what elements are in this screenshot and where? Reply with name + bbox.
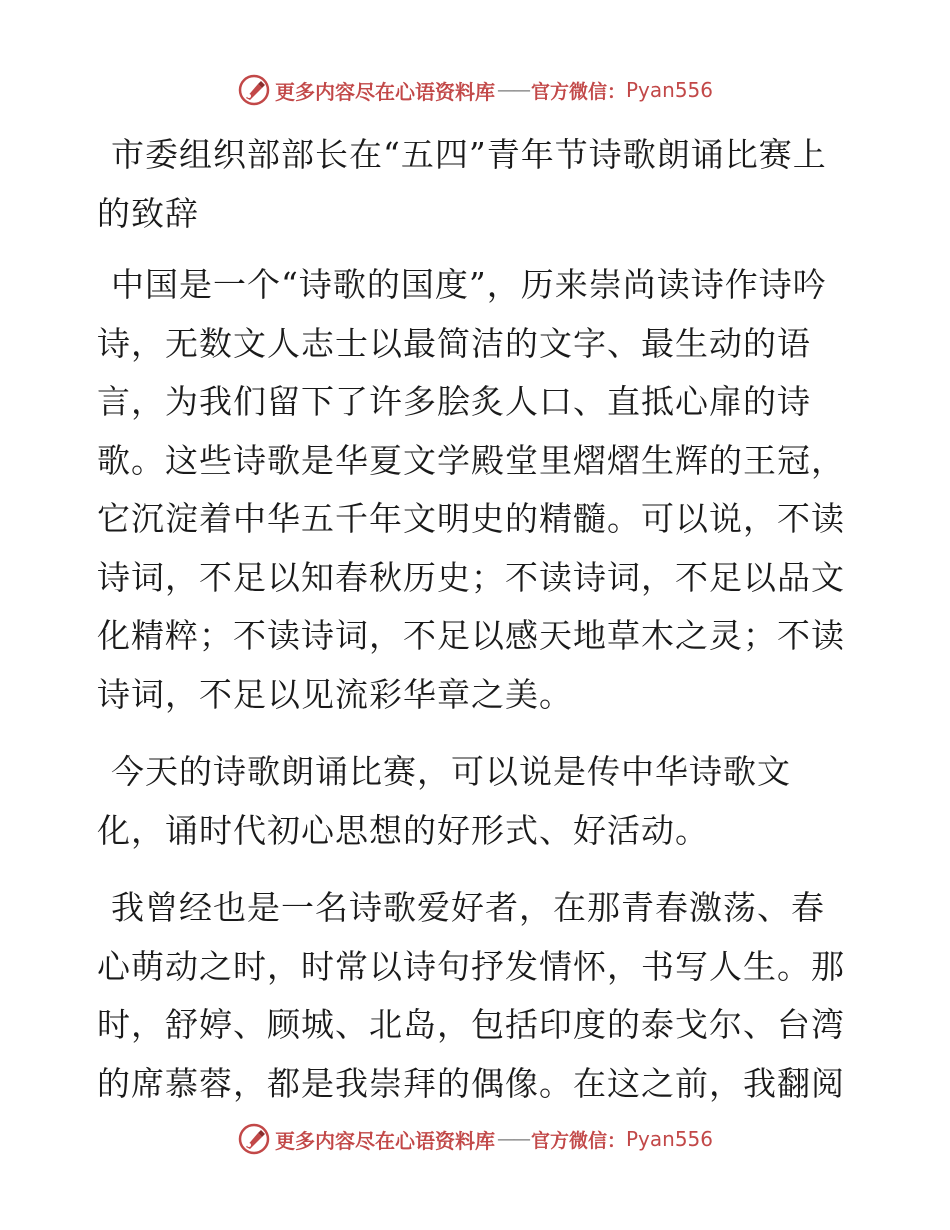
banner-wechat-id: Pyan556 [626,78,714,102]
pen-logo-icon [237,1122,271,1156]
banner-official-text: 官方微信： [530,80,626,103]
header-banner [0,70,950,110]
banner-dash: —— [496,79,529,101]
paragraph: 我曾经也是一名诗歌爱好者，在那青春激荡、春心萌动之时，时常以诗句抒发情怀，书写人生。那时，舒婷、顾城、北岛，包括印度的泰戈尔、台湾的席慕蓉，都是我崇拜的偶像。在这之前，我翻阅 [97,888,845,1103]
paragraph: 中国是一个“诗歌的国度”，历来崇尚读诗作诗吟诗，无数文人志士以最简洁的文字、最生动的语言，为我们留下了许多脍炙人口、直抵心扉的诗歌。这些诗歌是华夏文学殿堂里熠熠生辉的王冠，它沉淀着中华五千年文明史的精髓。可以说，不读诗词，不足以知春秋历史；不读诗词，不足以品文化精粹；不读诗词，不足以感天地草木之灵；不读诗词，不足以见流彩华章之美。 [97,265,845,714]
banner-wechat-id: Pyan556 [626,1127,714,1151]
banner-dash: —— [496,1128,529,1150]
footer-banner [0,1119,950,1159]
banner-main-text: 更多内容尽在心语资料库 [274,1128,495,1153]
banner-main-text: 更多内容尽在心语资料库 [274,79,495,104]
banner-official-text: 官方微信： [530,1129,626,1152]
paragraph: 今天的诗歌朗诵比赛，可以说是传中华诗歌文化，诵时代初心思想的好形式、好活动。 [97,752,791,850]
pen-logo-icon [237,73,271,107]
document-title: 市委组织部部长在“五四”青年节诗歌朗诵比赛上的致辞 [97,135,827,233]
document-body [97,126,852,1132]
